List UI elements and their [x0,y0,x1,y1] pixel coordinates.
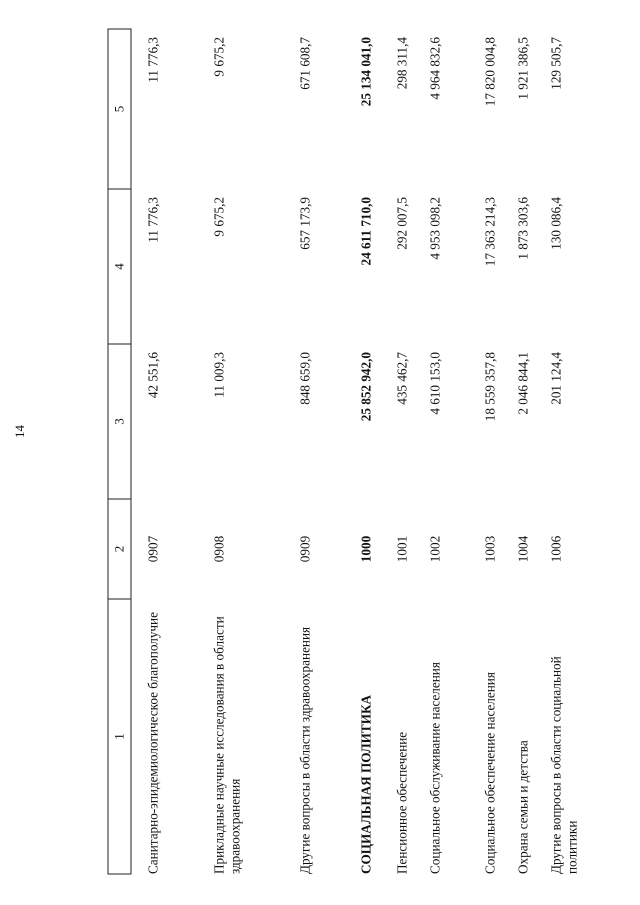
row-value-col3: 25 852 942,0 [358,352,374,422]
header-col-2: 2 [108,499,131,599]
row-name: Другие вопросы в области здравоохранения [297,626,313,874]
row-value-col5: 1 921 386,5 [515,37,531,100]
header-col-1: 1 [108,599,131,874]
row-code: 1004 [515,535,531,563]
row-value-col4: 4 953 098,2 [427,197,443,260]
table-row [483,29,516,874]
row-name: Прикладные научные исследования в области здравоохранения [211,616,243,874]
row-name: Другие вопросы в области социальной политики [548,656,580,874]
row-value-col5: 671 608,7 [297,37,313,90]
row-code: 1003 [482,535,498,563]
header-col-4: 4 [108,189,131,344]
row-name: Пенсионное обеспечение [394,731,410,874]
row-value-col3: 201 124,4 [548,352,564,405]
table-row [212,29,298,874]
row-name: Социальное обеспечение населения [482,672,498,874]
header-col-3: 3 [108,344,131,499]
table-row [516,29,549,874]
row-value-col3: 18 559 357,8 [482,352,498,422]
table-row-section-total [359,29,395,874]
page-number: 14 [12,425,27,438]
row-value-col4: 657 173,9 [297,197,313,250]
header-col-5: 5 [108,29,131,189]
budget-table [108,29,589,875]
row-code: 0909 [297,535,313,563]
budget-table-container [108,30,628,875]
table-row [131,29,212,874]
row-value-col5: 4 964 832,6 [427,37,443,100]
row-name: СОЦИАЛЬНАЯ ПОЛИТИКА [358,694,374,874]
row-value-col5: 11 776,3 [145,37,161,83]
row-name: Санитарно-эпидемиологическое благополучие [145,612,161,874]
row-value-col5: 298 311,4 [394,37,410,90]
row-value-col4: 17 363 214,3 [482,197,498,267]
row-code: 1001 [394,535,410,563]
row-value-col5: 129 505,7 [548,37,564,90]
row-code: 1000 [358,535,374,563]
row-value-col4: 292 007,5 [394,197,410,250]
row-value-col4: 24 611 710,0 [358,197,374,266]
row-value-col4: 11 776,3 [145,197,161,243]
row-value-col3: 42 551,6 [145,352,161,399]
row-value-col4: 130 086,4 [548,197,564,250]
row-value-col3: 11 009,3 [211,352,227,398]
row-value-col3: 4 610 153,0 [427,352,443,415]
row-value-col5: 9 675,2 [211,37,227,77]
row-name: Социальное обслуживание населения [427,662,443,874]
table-row [428,29,483,874]
row-name: Охрана семьи и детства [515,740,531,874]
table-row [549,29,589,874]
row-value-col3: 2 046 844,1 [515,352,531,415]
row-code: 1006 [548,535,564,563]
row-code: 0907 [145,535,161,563]
row-value-col4: 9 675,2 [211,197,227,237]
row-value-col4: 1 873 303,6 [515,197,531,260]
row-code: 1002 [427,535,443,563]
row-code: 0908 [211,535,227,563]
row-value-col3: 435 462,7 [394,352,410,405]
row-value-col5: 17 820 004,8 [482,37,498,107]
header-row [108,29,131,874]
table-row [395,29,428,874]
row-value-col5: 25 134 041,0 [358,37,374,107]
row-value-col3: 848 659,0 [297,352,313,405]
table-row [298,29,359,874]
